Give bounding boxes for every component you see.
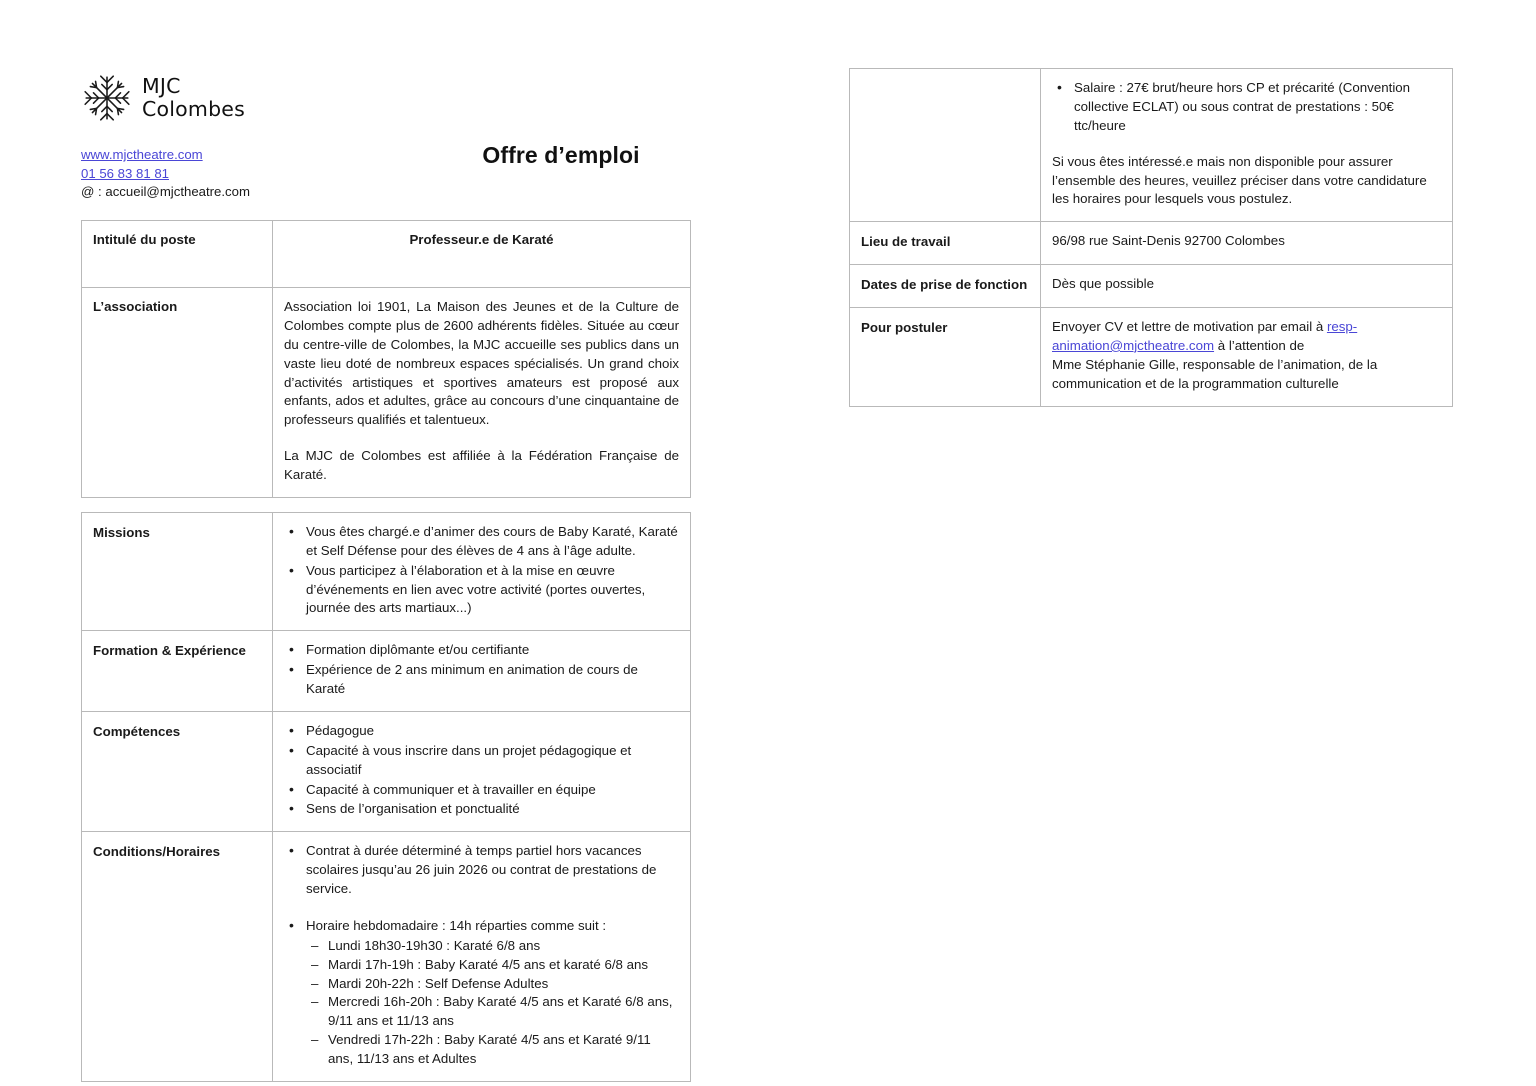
conditions-list <box>284 842 679 1069</box>
apply-email-link[interactable]: resp-animation@mjctheatre.com <box>1052 319 1358 353</box>
list-item: – Lundi 18h30-19h30 : Karaté 6/8 ans <box>328 937 679 956</box>
schedule-list <box>306 937 679 1069</box>
logo-wordmark <box>142 75 245 121</box>
snowflake-icon <box>81 72 133 124</box>
row-label-conditions: Conditions/Horaires <box>82 832 273 1082</box>
row-label-association: L’association <box>82 288 273 498</box>
table-row <box>82 631 691 712</box>
organization-logo <box>81 60 691 124</box>
table-row <box>850 308 1453 407</box>
row-value-salary <box>1041 69 1453 222</box>
job-details-table <box>81 512 691 1082</box>
row-value-conditions <box>273 832 691 1082</box>
row-value-start-date: Dès que possible <box>1041 265 1453 308</box>
list-item: • Salaire : 27€ brut/heure hors CP et précarité (Convention collective ECLAT) ou sous contrat de prestations : 50€ ttc/heure <box>1074 79 1441 136</box>
logo-line-1: MJC <box>142 74 181 99</box>
row-value-job-title: Professeur.e de Karaté <box>273 221 691 288</box>
table-row <box>82 711 691 831</box>
table-row <box>82 832 691 1082</box>
list-item: • Vous participez à l’élaboration et à la mise en œuvre d’événements en lien avec votre activité (portes ouvertes, journée des arts martiaux...) <box>306 562 679 619</box>
table-row <box>850 265 1453 308</box>
table-row <box>82 512 691 630</box>
row-value-formation <box>273 631 691 712</box>
row-value-association <box>273 288 691 498</box>
list-item: – Mardi 17h-19h : Baby Karaté 4/5 ans et karaté 6/8 ans <box>328 956 679 975</box>
table-row <box>850 69 1453 222</box>
competences-list <box>284 722 679 819</box>
association-paragraph-2: La MJC de Colombes est affiliée à la Fédération Française de Karaté. <box>284 448 679 482</box>
job-summary-table <box>81 220 691 498</box>
row-label-job-title: Intitulé du poste <box>82 221 273 288</box>
job-logistics-table <box>849 68 1453 407</box>
list-item <box>306 917 679 1069</box>
page-column-right <box>849 68 1453 407</box>
page-title: Offre d’emploi <box>482 142 640 168</box>
table-row <box>850 222 1453 265</box>
list-item: • Capacité à communiquer et à travailler en équipe <box>306 781 679 800</box>
salary-list <box>1052 79 1441 136</box>
phone-link[interactable]: 01 56 83 81 81 <box>81 165 169 181</box>
table-spacer <box>81 498 691 512</box>
email-text: @ : accueil@mjctheatre.com <box>81 184 250 200</box>
list-item: • Expérience de 2 ans minimum en animation de cours de Karaté <box>306 661 679 699</box>
list-item: • Capacité à vous inscrire dans un projet pédagogique et associatif <box>306 742 679 780</box>
row-value-apply <box>1041 308 1453 407</box>
row-label-formation: Formation & Expérience <box>82 631 273 712</box>
list-item: – Mercredi 16h-20h : Baby Karaté 4/5 ans et Karaté 6/8 ans, 9/11 ans et 11/13 ans <box>328 993 679 1031</box>
document-header <box>81 60 691 220</box>
row-label-start-date: Dates de prise de fonction <box>850 265 1041 308</box>
list-item: • Contrat à durée déterminé à temps partiel hors vacances scolaires jusqu’au 26 juin 2026 ou contrat de prestations de service. <box>306 842 679 899</box>
apply-text-after: à l’attention de <box>1214 337 1305 353</box>
apply-text-before: Envoyer CV et lettre de motivation par email à <box>1052 319 1327 334</box>
schedule-intro: Horaire hebdomadaire : 14h réparties comme suit : <box>306 917 607 933</box>
availability-note: Si vous êtes intéressé.e mais non disponible pour assurer l’ensemble des heures, veuillez préciser dans votre candidature les horaires pour lesquels vous postulez. <box>1052 153 1427 207</box>
row-label-continuation <box>850 69 1041 222</box>
row-label-apply: Pour postuler <box>850 308 1041 407</box>
table-row <box>82 221 691 288</box>
website-link[interactable]: www.mjctheatre.com <box>81 147 203 162</box>
association-paragraph-1: Association loi 1901, La Maison des Jeunes et de la Culture de Colombes compte plus de 2600 adhérents fidèles. Située au cœur du centre-ville de Colombes, la MJC accueille ses publics dans un vaste lieu doté de nombreux espaces spécialisés. Un grand choix d’activités artistiques et sportives amateurs est proposé aux enfants, ados et adultes, grâce au concours d’une cinquantaine de professeurs qualifiés et talentueux. <box>284 299 679 428</box>
missions-list <box>284 523 679 618</box>
list-item: – Mardi 20h-22h : Self Defense Adultes <box>328 975 679 994</box>
list-item: • Formation diplômante et/ou certifiante <box>306 641 679 660</box>
apply-line-2: Mme Stéphanie Gille, responsable de l’animation, de la <box>1052 356 1378 372</box>
list-item: • Vous êtes chargé.e d’animer des cours de Baby Karaté, Karaté et Self Défense pour des élèves de 4 ans à l’âge adulte. <box>306 523 679 561</box>
list-item: – Vendredi 17h-22h : Baby Karaté 4/5 ans et Karaté 9/11 ans, 11/13 ans et Adultes <box>328 1031 679 1069</box>
row-value-missions <box>273 512 691 630</box>
table-row <box>82 288 691 498</box>
formation-list <box>284 641 679 699</box>
list-item: • Pédagogue <box>306 722 679 741</box>
row-value-workplace: 96/98 rue Saint-Denis 92700 Colombes <box>1041 222 1453 265</box>
logo-line-2: Colombes <box>142 97 245 121</box>
row-label-missions: Missions <box>82 512 273 630</box>
row-label-competences: Compétences <box>82 711 273 831</box>
apply-line-3: communication et de la programmation culturelle <box>1052 375 1339 391</box>
list-item: • Sens de l’organisation et ponctualité <box>306 800 679 819</box>
row-value-competences <box>273 711 691 831</box>
row-label-workplace: Lieu de travail <box>850 222 1041 265</box>
page-column-left <box>81 60 691 1082</box>
